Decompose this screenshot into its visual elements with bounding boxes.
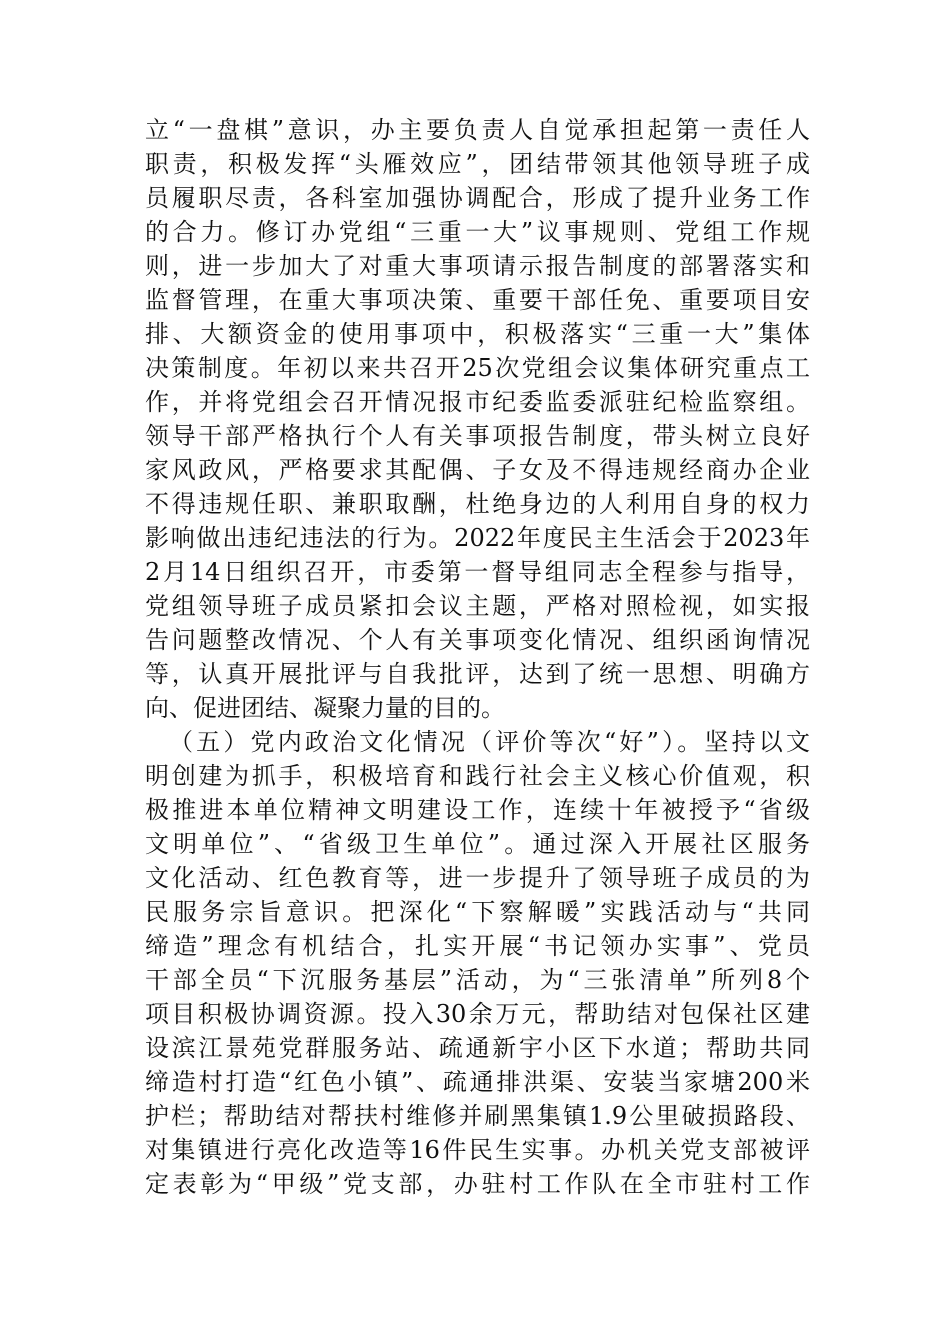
text-line: 2月14日组织召开，市委第一督导组同志全程参与指导， <box>145 558 810 586</box>
text-line: 排、大额资金的使用事项中，积极落实“三重一大”集体 <box>145 320 810 348</box>
text-line: 告问题整改情况、个人有关事项变化情况、组织函询情况 <box>145 626 810 654</box>
text-line: 家风政风，严格要求其配偶、子女及不得违规经商办企业 <box>145 456 810 484</box>
text-line: 的合力。修订办党组“三重一大”议事规则、党组工作规 <box>145 218 810 246</box>
text-line: 文明单位”、“省级卫生单位”。通过深入开展社区服务 <box>145 830 810 858</box>
text-line: 项目积极协调资源。投入30余万元，帮助结对包保社区建 <box>145 1000 810 1028</box>
text-line: 干部全员“下沉服务基层”活动，为“三张清单”所列8个 <box>145 966 810 994</box>
text-line: 影响做出违纪违法的行为。2022年度民主生活会于2023年 <box>145 524 810 552</box>
text-line: 对集镇进行亮化改造等16件民生实事。办机关党支部被评 <box>145 1136 810 1164</box>
text-line: 作，并将党组会召开情况报市纪委监委派驻纪检监察组。 <box>145 388 810 416</box>
text-line: 设滨江景苑党群服务站、疏通新宇小区下水道；帮助共同 <box>145 1034 810 1062</box>
text-line: 文化活动、红色教育等，进一步提升了领导班子成员的为 <box>145 864 810 892</box>
text-line: 则，进一步加大了对重大事项请示报告制度的部署落实和 <box>145 252 810 280</box>
text-line: 决策制度。年初以来共召开25次党组会议集体研究重点工 <box>145 354 810 382</box>
text-line: 明创建为抓手，积极培育和践行社会主义核心价值观，积 <box>145 762 810 790</box>
paragraph-1 <box>145 113 810 725</box>
document-body <box>145 113 810 1201</box>
text-line: 护栏；帮助结对帮扶村维修并刷黑集镇1.9公里破损路段、 <box>145 1102 810 1130</box>
text-line: 职责，积极发挥“头雁效应”，团结带领其他领导班子成 <box>145 150 810 178</box>
text-line: 极推进本单位精神文明建设工作，连续十年被授予“省级 <box>145 796 810 824</box>
text-line: 领导干部严格执行个人有关事项报告制度，带头树立良好 <box>145 422 810 450</box>
text-line: 监督管理，在重大事项决策、重要干部任免、重要项目安 <box>145 286 810 314</box>
text-line: 缔造”理念有机结合，扎实开展“书记领办实事”、党员 <box>145 932 810 960</box>
text-line: （五）党内政治文化情况（评价等次“好”）。坚持以文 <box>169 728 810 756</box>
text-line: 等，认真开展批评与自我批评，达到了统一思想、明确方 <box>145 660 810 688</box>
paragraph-2 <box>145 725 810 1201</box>
text-line: 定表彰为“甲级”党支部，办驻村工作队在全市驻村工作 <box>145 1170 810 1198</box>
text-line: 党组领导班子成员紧扣会议主题，严格对照检视，如实报 <box>145 592 810 620</box>
text-line: 立“一盘棋”意识，办主要负责人自觉承担起第一责任人 <box>145 116 810 144</box>
text-line: 向、促进团结、凝聚力量的目的。 <box>145 694 505 722</box>
text-line: 民服务宗旨意识。把深化“下察解暖”实践活动与“共同 <box>145 898 810 926</box>
text-line: 缔造村打造“红色小镇”、疏通排洪渠、安装当家塘200米 <box>145 1068 810 1096</box>
text-line: 员履职尽责，各科室加强协调配合，形成了提升业务工作 <box>145 184 810 212</box>
text-line: 不得违规任职、兼职取酬，杜绝身边的人利用自身的权力 <box>145 490 810 518</box>
